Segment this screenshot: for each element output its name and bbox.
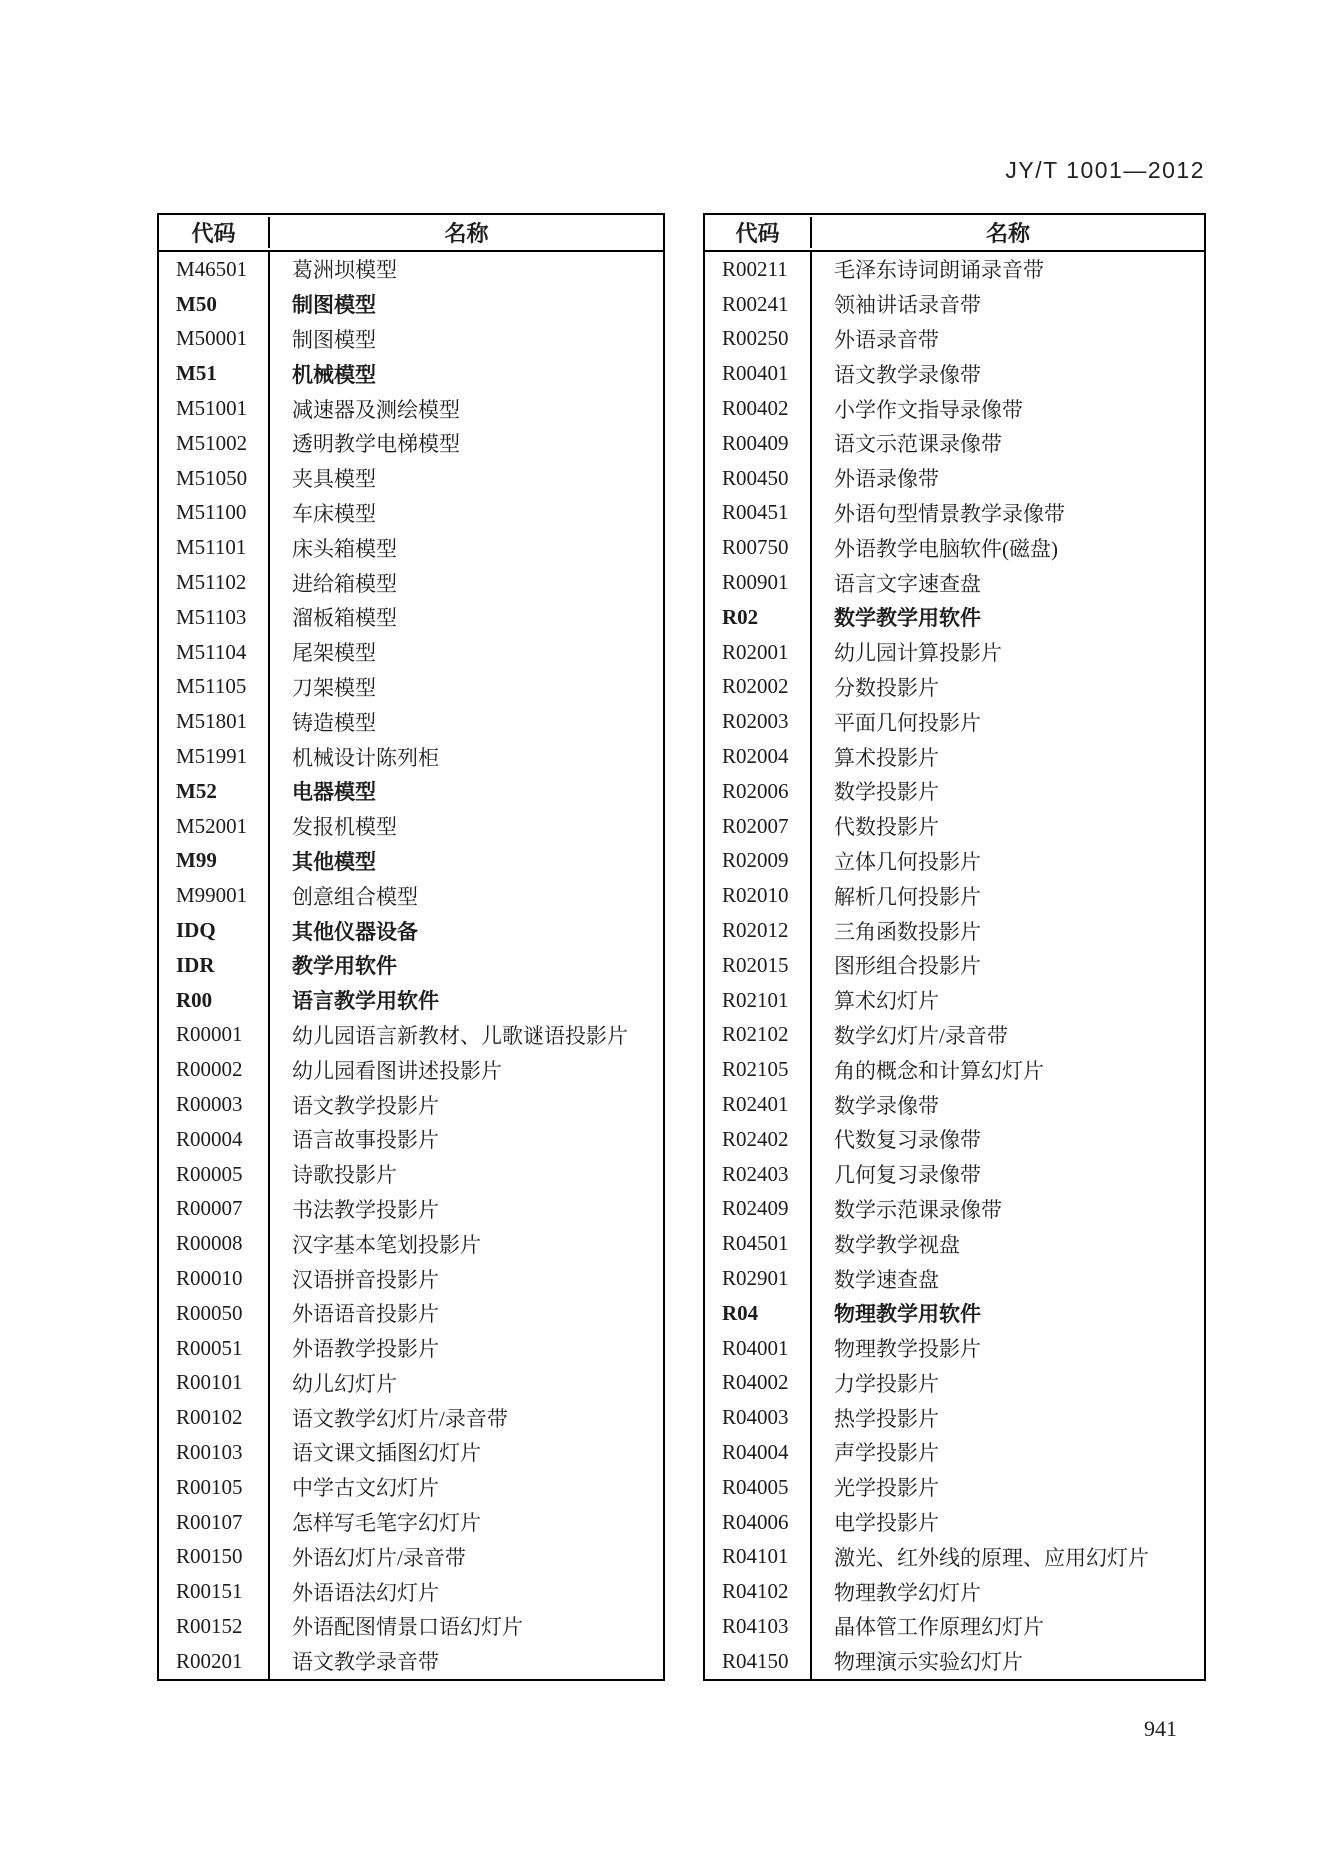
table-row: [159, 1539, 663, 1574]
table-row: [705, 1574, 1204, 1609]
code-cell: M51991: [159, 739, 270, 774]
table-row: [159, 635, 663, 670]
table-row: [705, 1505, 1204, 1540]
code-cell: R04103: [705, 1609, 812, 1644]
code-cell: M51101: [159, 530, 270, 565]
code-cell: R00004: [159, 1122, 270, 1157]
name-cell: 数学幻灯片/录音带: [834, 1023, 1008, 1048]
table-row: [705, 1122, 1204, 1157]
column-header-name: 名称: [444, 221, 489, 246]
code-cell: R00402: [705, 391, 812, 426]
name-cell: 外语录像带: [834, 467, 939, 492]
table-row: [705, 1539, 1204, 1574]
name-cell: 物理教学用软件: [834, 1302, 981, 1327]
code-cell: M51050: [159, 461, 270, 496]
code-cell: R00152: [159, 1609, 270, 1644]
code-cell: R00241: [705, 287, 812, 322]
name-cell: 算术投影片: [834, 745, 939, 770]
table-row: [705, 844, 1204, 879]
table-row: [159, 983, 663, 1018]
code-cell: R04004: [705, 1435, 812, 1470]
table-row: [705, 252, 1204, 287]
name-cell: 代数投影片: [834, 815, 939, 840]
table-row: [705, 1296, 1204, 1331]
table-row: [159, 1400, 663, 1435]
name-cell: 语文课文插图幻灯片: [292, 1441, 481, 1466]
table-row: [705, 1018, 1204, 1053]
name-cell: 减速器及测绘模型: [292, 397, 460, 422]
code-cell: R00: [159, 983, 270, 1018]
table-row: [705, 739, 1204, 774]
name-cell: 角的概念和计算幻灯片: [834, 1058, 1044, 1083]
table-row: [705, 983, 1204, 1018]
name-cell: 外语教学电脑软件(磁盘): [834, 536, 1058, 561]
code-cell: R04002: [705, 1366, 812, 1401]
name-cell: 解析几何投影片: [834, 884, 981, 909]
name-cell: 幼儿园计算投影片: [834, 641, 1002, 666]
code-cell: R00003: [159, 1087, 270, 1122]
code-cell: R02401: [705, 1087, 812, 1122]
name-cell: 小学作文指导录像带: [834, 397, 1023, 422]
code-cell: R02105: [705, 1052, 812, 1087]
table-row: [159, 1366, 663, 1401]
code-cell: M51104: [159, 635, 270, 670]
table-row: [705, 1435, 1204, 1470]
table-row: [159, 1470, 663, 1505]
table-row: [159, 1644, 663, 1679]
name-cell: 平面几何投影片: [834, 710, 981, 735]
table-row: [705, 391, 1204, 426]
code-cell: R02002: [705, 670, 812, 705]
name-cell: 外语教学投影片: [292, 1337, 439, 1362]
name-cell: 制图模型: [292, 327, 376, 352]
name-cell: 其他仪器设备: [292, 919, 418, 944]
code-cell: R00151: [159, 1574, 270, 1609]
table-row: [159, 1018, 663, 1053]
table-row: [159, 600, 663, 635]
name-cell: 语文教学录音带: [292, 1650, 439, 1675]
table-row: [705, 1644, 1204, 1679]
code-cell: R04001: [705, 1331, 812, 1366]
name-cell: 领袖讲话录音带: [834, 293, 981, 318]
name-cell: 外语幻灯片/录音带: [292, 1545, 466, 1570]
name-cell: 分数投影片: [834, 675, 939, 700]
name-cell: 物理演示实验幻灯片: [834, 1650, 1023, 1675]
name-cell: 电器模型: [292, 780, 376, 805]
table-row: [705, 1470, 1204, 1505]
code-cell: R00001: [159, 1018, 270, 1053]
name-cell: 透明教学电梯模型: [292, 432, 460, 457]
name-cell: 语文示范课录像带: [834, 432, 1002, 457]
code-cell: R00050: [159, 1296, 270, 1331]
table-row: [159, 356, 663, 391]
table-row: [705, 809, 1204, 844]
table-row: [159, 1087, 663, 1122]
name-cell: 外语语法幻灯片: [292, 1580, 439, 1605]
table-row: [705, 1192, 1204, 1227]
table-row: [705, 948, 1204, 983]
name-cell: 语文教学录像带: [834, 362, 981, 387]
name-cell: 数学投影片: [834, 780, 939, 805]
code-cell: R00002: [159, 1052, 270, 1087]
table-row: [159, 1609, 663, 1644]
name-cell: 算术幻灯片: [834, 989, 939, 1014]
code-cell: M46501: [159, 252, 270, 287]
table-row: [159, 739, 663, 774]
name-cell: 外语句型情景教学录像带: [834, 501, 1065, 526]
name-cell: 书法教学投影片: [292, 1197, 439, 1222]
table-row: [159, 1331, 663, 1366]
code-cell: R04150: [705, 1644, 812, 1679]
table-row: [705, 1226, 1204, 1261]
table-row: [159, 1296, 663, 1331]
code-cell: R00008: [159, 1226, 270, 1261]
name-cell: 外语配图情景口语幻灯片: [292, 1615, 523, 1640]
code-cell: R00211: [705, 252, 812, 287]
code-cell: M51: [159, 356, 270, 391]
name-cell: 电学投影片: [834, 1511, 939, 1536]
table-row: [705, 1157, 1204, 1192]
code-cell: R02102: [705, 1018, 812, 1053]
code-cell: R00750: [705, 530, 812, 565]
table-row: [705, 356, 1204, 391]
page-number: 941: [1144, 1716, 1177, 1741]
code-cell: R04501: [705, 1226, 812, 1261]
name-cell: 汉字基本笔划投影片: [292, 1232, 481, 1257]
code-cell: M51105: [159, 670, 270, 705]
table-row: [705, 1609, 1204, 1644]
code-cell: R04101: [705, 1539, 812, 1574]
table-row: [705, 565, 1204, 600]
table-row: [159, 426, 663, 461]
name-cell: 葛洲坝模型: [292, 258, 397, 283]
document-reference: JY/T 1001—2012: [1005, 157, 1205, 183]
code-cell: R00102: [159, 1400, 270, 1435]
table-row: [159, 1261, 663, 1296]
code-cell: R02001: [705, 635, 812, 670]
name-cell: 幼儿园语言新教材、儿歌谜语投影片: [292, 1023, 628, 1048]
table-row: [159, 287, 663, 322]
code-cell: R04102: [705, 1574, 812, 1609]
code-cell: R00401: [705, 356, 812, 391]
name-cell: 语文教学幻灯片/录音带: [292, 1406, 508, 1431]
table-row: [705, 1331, 1204, 1366]
name-cell: 物理教学投影片: [834, 1337, 981, 1362]
name-cell: 晶体管工作原理幻灯片: [834, 1615, 1044, 1640]
table-row: [705, 704, 1204, 739]
code-table-right: [703, 213, 1206, 1681]
table-row: [159, 1157, 663, 1192]
name-cell: 尾架模型: [292, 641, 376, 666]
table-row: [159, 1052, 663, 1087]
code-cell: M51100: [159, 496, 270, 531]
table-row: [705, 774, 1204, 809]
name-cell: 机械设计陈列柜: [292, 745, 439, 770]
name-cell: 床头箱模型: [292, 536, 397, 561]
table-body-left: [159, 252, 663, 1679]
code-cell: M50: [159, 287, 270, 322]
name-cell: 图形组合投影片: [834, 954, 981, 979]
name-cell: 进给箱模型: [292, 571, 397, 596]
name-cell: 语言故事投影片: [292, 1128, 439, 1153]
table-row: [705, 913, 1204, 948]
code-cell: M51002: [159, 426, 270, 461]
name-cell: 汉语拼音投影片: [292, 1267, 439, 1292]
table-row: [705, 1400, 1204, 1435]
name-cell: 怎样写毛笔字幻灯片: [292, 1511, 481, 1536]
code-cell: M52001: [159, 809, 270, 844]
table-row: [159, 1192, 663, 1227]
name-cell: 铸造模型: [292, 710, 376, 735]
table-row: [705, 322, 1204, 357]
name-cell: 热学投影片: [834, 1406, 939, 1431]
code-cell: M51103: [159, 600, 270, 635]
code-cell: M52: [159, 774, 270, 809]
table-header-row: [705, 215, 1204, 252]
code-cell: R02101: [705, 983, 812, 1018]
code-cell: R00103: [159, 1435, 270, 1470]
code-cell: R02004: [705, 739, 812, 774]
name-cell: 机械模型: [292, 362, 376, 387]
name-cell: 制图模型: [292, 293, 376, 318]
code-cell: R02003: [705, 704, 812, 739]
table-row: [705, 1366, 1204, 1401]
table-row: [159, 809, 663, 844]
name-cell: 教学用软件: [292, 954, 397, 979]
table-row: [705, 635, 1204, 670]
code-cell: R00010: [159, 1261, 270, 1296]
code-cell: R04005: [705, 1470, 812, 1505]
code-cell: IDQ: [159, 913, 270, 948]
table-row: [705, 1052, 1204, 1087]
table-row: [159, 844, 663, 879]
name-cell: 语言教学用软件: [292, 989, 439, 1014]
name-cell: 外语录音带: [834, 327, 939, 352]
name-cell: 其他模型: [292, 849, 376, 874]
code-table-left: [157, 213, 665, 1681]
name-cell: 幼儿幻灯片: [292, 1371, 397, 1396]
name-cell: 车床模型: [292, 501, 376, 526]
code-cell: R00005: [159, 1157, 270, 1192]
code-cell: M51001: [159, 391, 270, 426]
name-cell: 刀架模型: [292, 675, 376, 700]
name-cell: 数学录像带: [834, 1093, 939, 1118]
code-cell: M99: [159, 844, 270, 879]
table-row: [159, 1122, 663, 1157]
table-row: [159, 913, 663, 948]
column-header-code: 代码: [705, 217, 812, 248]
name-cell: 创意组合模型: [292, 884, 418, 909]
table-row: [705, 287, 1204, 322]
code-cell: R02015: [705, 948, 812, 983]
name-cell: 力学投影片: [834, 1371, 939, 1396]
table-row: [159, 461, 663, 496]
table-row: [159, 1505, 663, 1540]
code-cell: R02: [705, 600, 812, 635]
code-cell: M50001: [159, 322, 270, 357]
name-cell: 数学速查盘: [834, 1267, 939, 1292]
name-cell: 光学投影片: [834, 1476, 939, 1501]
table-row: [705, 1261, 1204, 1296]
table-row: [159, 1574, 663, 1609]
name-cell: 激光、红外线的原理、应用幻灯片: [834, 1545, 1149, 1570]
table-row: [705, 670, 1204, 705]
code-cell: R02402: [705, 1122, 812, 1157]
table-row: [159, 530, 663, 565]
name-cell: 代数复习录像带: [834, 1128, 981, 1153]
code-cell: R00901: [705, 565, 812, 600]
table-row: [159, 391, 663, 426]
code-cell: M51801: [159, 704, 270, 739]
table-row: [705, 426, 1204, 461]
name-cell: 幼儿园看图讲述投影片: [292, 1058, 502, 1083]
code-cell: R00451: [705, 496, 812, 531]
code-cell: R00105: [159, 1470, 270, 1505]
code-cell: R00450: [705, 461, 812, 496]
code-cell: R04: [705, 1296, 812, 1331]
code-cell: M51102: [159, 565, 270, 600]
table-row: [159, 774, 663, 809]
table-row: [159, 1435, 663, 1470]
name-cell: 数学教学用软件: [834, 606, 981, 631]
name-cell: 语文教学投影片: [292, 1093, 439, 1118]
code-cell: R00409: [705, 426, 812, 461]
code-cell: R02409: [705, 1192, 812, 1227]
name-cell: 外语语音投影片: [292, 1302, 439, 1327]
name-cell: 数学示范课录像带: [834, 1197, 1002, 1222]
name-cell: 夹具模型: [292, 467, 376, 492]
table-row: [159, 948, 663, 983]
table-row: [705, 461, 1204, 496]
code-cell: R02403: [705, 1157, 812, 1192]
table-row: [159, 670, 663, 705]
code-cell: R02007: [705, 809, 812, 844]
name-cell: 诗歌投影片: [292, 1163, 397, 1188]
table-row: [159, 565, 663, 600]
table-row: [159, 252, 663, 287]
name-cell: 发报机模型: [292, 815, 397, 840]
name-cell: 毛泽东诗词朗诵录音带: [834, 258, 1044, 283]
table-row: [159, 878, 663, 913]
name-cell: 语言文字速查盘: [834, 571, 981, 596]
code-cell: R02012: [705, 913, 812, 948]
table-row: [705, 496, 1204, 531]
code-cell: R02006: [705, 774, 812, 809]
table-row: [159, 704, 663, 739]
table-row: [705, 530, 1204, 565]
table-row: [705, 600, 1204, 635]
code-cell: R02010: [705, 878, 812, 913]
column-header-name: 名称: [985, 221, 1030, 246]
table-row: [705, 878, 1204, 913]
name-cell: 几何复习录像带: [834, 1163, 981, 1188]
code-cell: IDR: [159, 948, 270, 983]
code-cell: R04006: [705, 1505, 812, 1540]
table-row: [159, 496, 663, 531]
code-cell: R00150: [159, 1539, 270, 1574]
code-cell: R00250: [705, 322, 812, 357]
table-row: [705, 1087, 1204, 1122]
code-cell: R00051: [159, 1331, 270, 1366]
name-cell: 溜板箱模型: [292, 606, 397, 631]
table-row: [159, 1226, 663, 1261]
code-cell: R02009: [705, 844, 812, 879]
column-header-code: 代码: [159, 217, 270, 248]
code-cell: R02901: [705, 1261, 812, 1296]
code-cell: R00107: [159, 1505, 270, 1540]
table-body-right: [705, 252, 1204, 1679]
name-cell: 三角函数投影片: [834, 919, 981, 944]
name-cell: 数学教学视盘: [834, 1232, 960, 1257]
code-cell: R04003: [705, 1400, 812, 1435]
table-header-row: [159, 215, 663, 252]
name-cell: 立体几何投影片: [834, 849, 981, 874]
code-cell: R00201: [159, 1644, 270, 1679]
table-row: [159, 322, 663, 357]
name-cell: 物理教学幻灯片: [834, 1580, 981, 1605]
name-cell: 中学古文幻灯片: [292, 1476, 439, 1501]
name-cell: 声学投影片: [834, 1441, 939, 1466]
code-cell: R00007: [159, 1192, 270, 1227]
code-cell: M99001: [159, 878, 270, 913]
code-cell: R00101: [159, 1366, 270, 1401]
